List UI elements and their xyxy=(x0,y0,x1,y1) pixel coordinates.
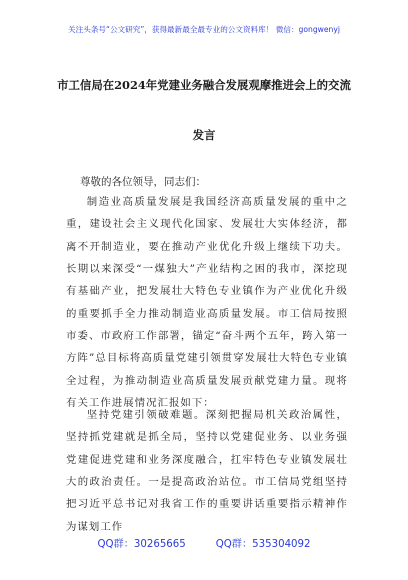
footer-qq-groups xyxy=(0,535,408,550)
body-paragraph-1: 制造业高质量发展是我国经济高质量发展的重中之重，建设社会主义现代化国家、发展壮大实体经济，都离不开制造业，要在推动产业优化升级上继续下功夫。长期以来深受“一煤独大”产业结构之困的我市，深挖现有基础产业，把发展壮大特色专业镇作为产业优化升级的重要抓手全力推动制造业高质量发展。市工信局按照市委、市政府工作部署，锚定“奋斗两个五年，跨入第一方阵”总目标将高质量党建引领贯穿发展壮大特色专业镇全过程，为推动制造业高质量发展贡献党建力量。现将有关工作进展情况汇报如下： xyxy=(66,196,348,410)
promo-banner[interactable]: 关注头条号“公文研究”，获得最新最全最专业的公文资料库！ 微信：gongwenyj xyxy=(68,25,340,34)
salutation: 尊敬的各位领导，同志们： xyxy=(80,176,206,188)
document-title-line-2: 发言 xyxy=(192,128,216,142)
body-paragraph-2: 坚持党建引领破难题。深刻把握局机关政治属性，坚持抓党建就是抓全局，坚持以党建促业务、以业务强党建促进党建和业务深度融合，扛牢特色专业镇发展壮大的政治责任。一是提高政治站位。市工信局党组坚持把习近平总书记对我省工作的重要讲话重要指示精神作为谋划工作 xyxy=(66,409,348,533)
document-title-line-1: 市工信局在2024年党建业务融合发展观摩推进会上的交流 xyxy=(57,78,351,92)
footer-qq-group-1[interactable]: QQ群：30265665 xyxy=(97,539,186,550)
footer-qq-group-2[interactable]: QQ群：535304092 xyxy=(215,539,311,550)
